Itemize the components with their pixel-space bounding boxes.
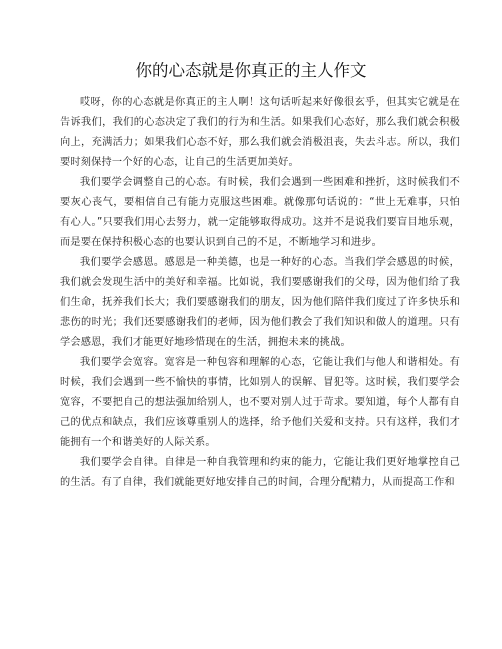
page-title: 你的心态就是你真正的主人作文 [135, 61, 367, 80]
paragraph-5: 我们要学会自律。自律是一种自我管理和约束的能力，它能让我们更好地掌控自己的生活。有了自律，我们就能更好地安排自己的时间，合理分配精力，从而提高工作和 [60, 457, 460, 488]
paragraph-1: 哎呀，你的心态就是你真正的主人啊！这句话听起来好像很玄乎，但其实它就是在告诉我们，我们的心态决定了我们的行为和生活。如果我们心态好，那么我们就会积极向上，充满活力；如果我们心态不好，那么我们就会消极沮丧，失去斗志。所以，我们要时刻保持一个好的心态，让自己的生活更加美好。 [60, 97, 460, 168]
article-body [60, 93, 460, 493]
paragraph-2: 我们要学会调整自己的心态。有时候，我们会遇到一些困难和挫折，这时候我们不要灰心丧气，要相信自己有能力克服这些困难。就像那句话说的：“世上无难事，只怕有心人。”只要我们用心去努力，就一定能够取得成功。这并不是说我们要盲目地乐观，而是要在保持积极心态的也要认识到自己的不足，不断地学习和进步。 [60, 177, 460, 248]
paragraph-3: 我们要学会感恩。感恩是一种美德，也是一种好的心态。当我们学会感恩的时候，我们就会发现生活中的美好和幸福。比如说，我们要感谢我们的父母，因为他们给了我们生命，抚养我们长大；我们要感谢我们的朋友，因为他们陪伴我们度过了许多快乐和悲伤的时光；我们还要感谢我们的老师，因为他们教会了我们知识和做人的道理。只有学会感恩，我们才能更好地珍惜现在的生活，拥抱未来的挑战。 [60, 257, 460, 348]
paragraph-4: 我们要学会宽容。宽容是一种包容和理解的心态，它能让我们与他人和谐相处。有时候，我们会遇到一些不愉快的事情，比如别人的误解、冒犯等。这时候，我们要学会宽容，不要把自己的想法强加给别人，也不要对别人过于苛求。要知道，每个人都有自己的优点和缺点，我们应该尊重别人的选择，给予他们关爱和支持。只有这样，我们才能拥有一个和谐美好的人际关系。 [60, 357, 460, 448]
